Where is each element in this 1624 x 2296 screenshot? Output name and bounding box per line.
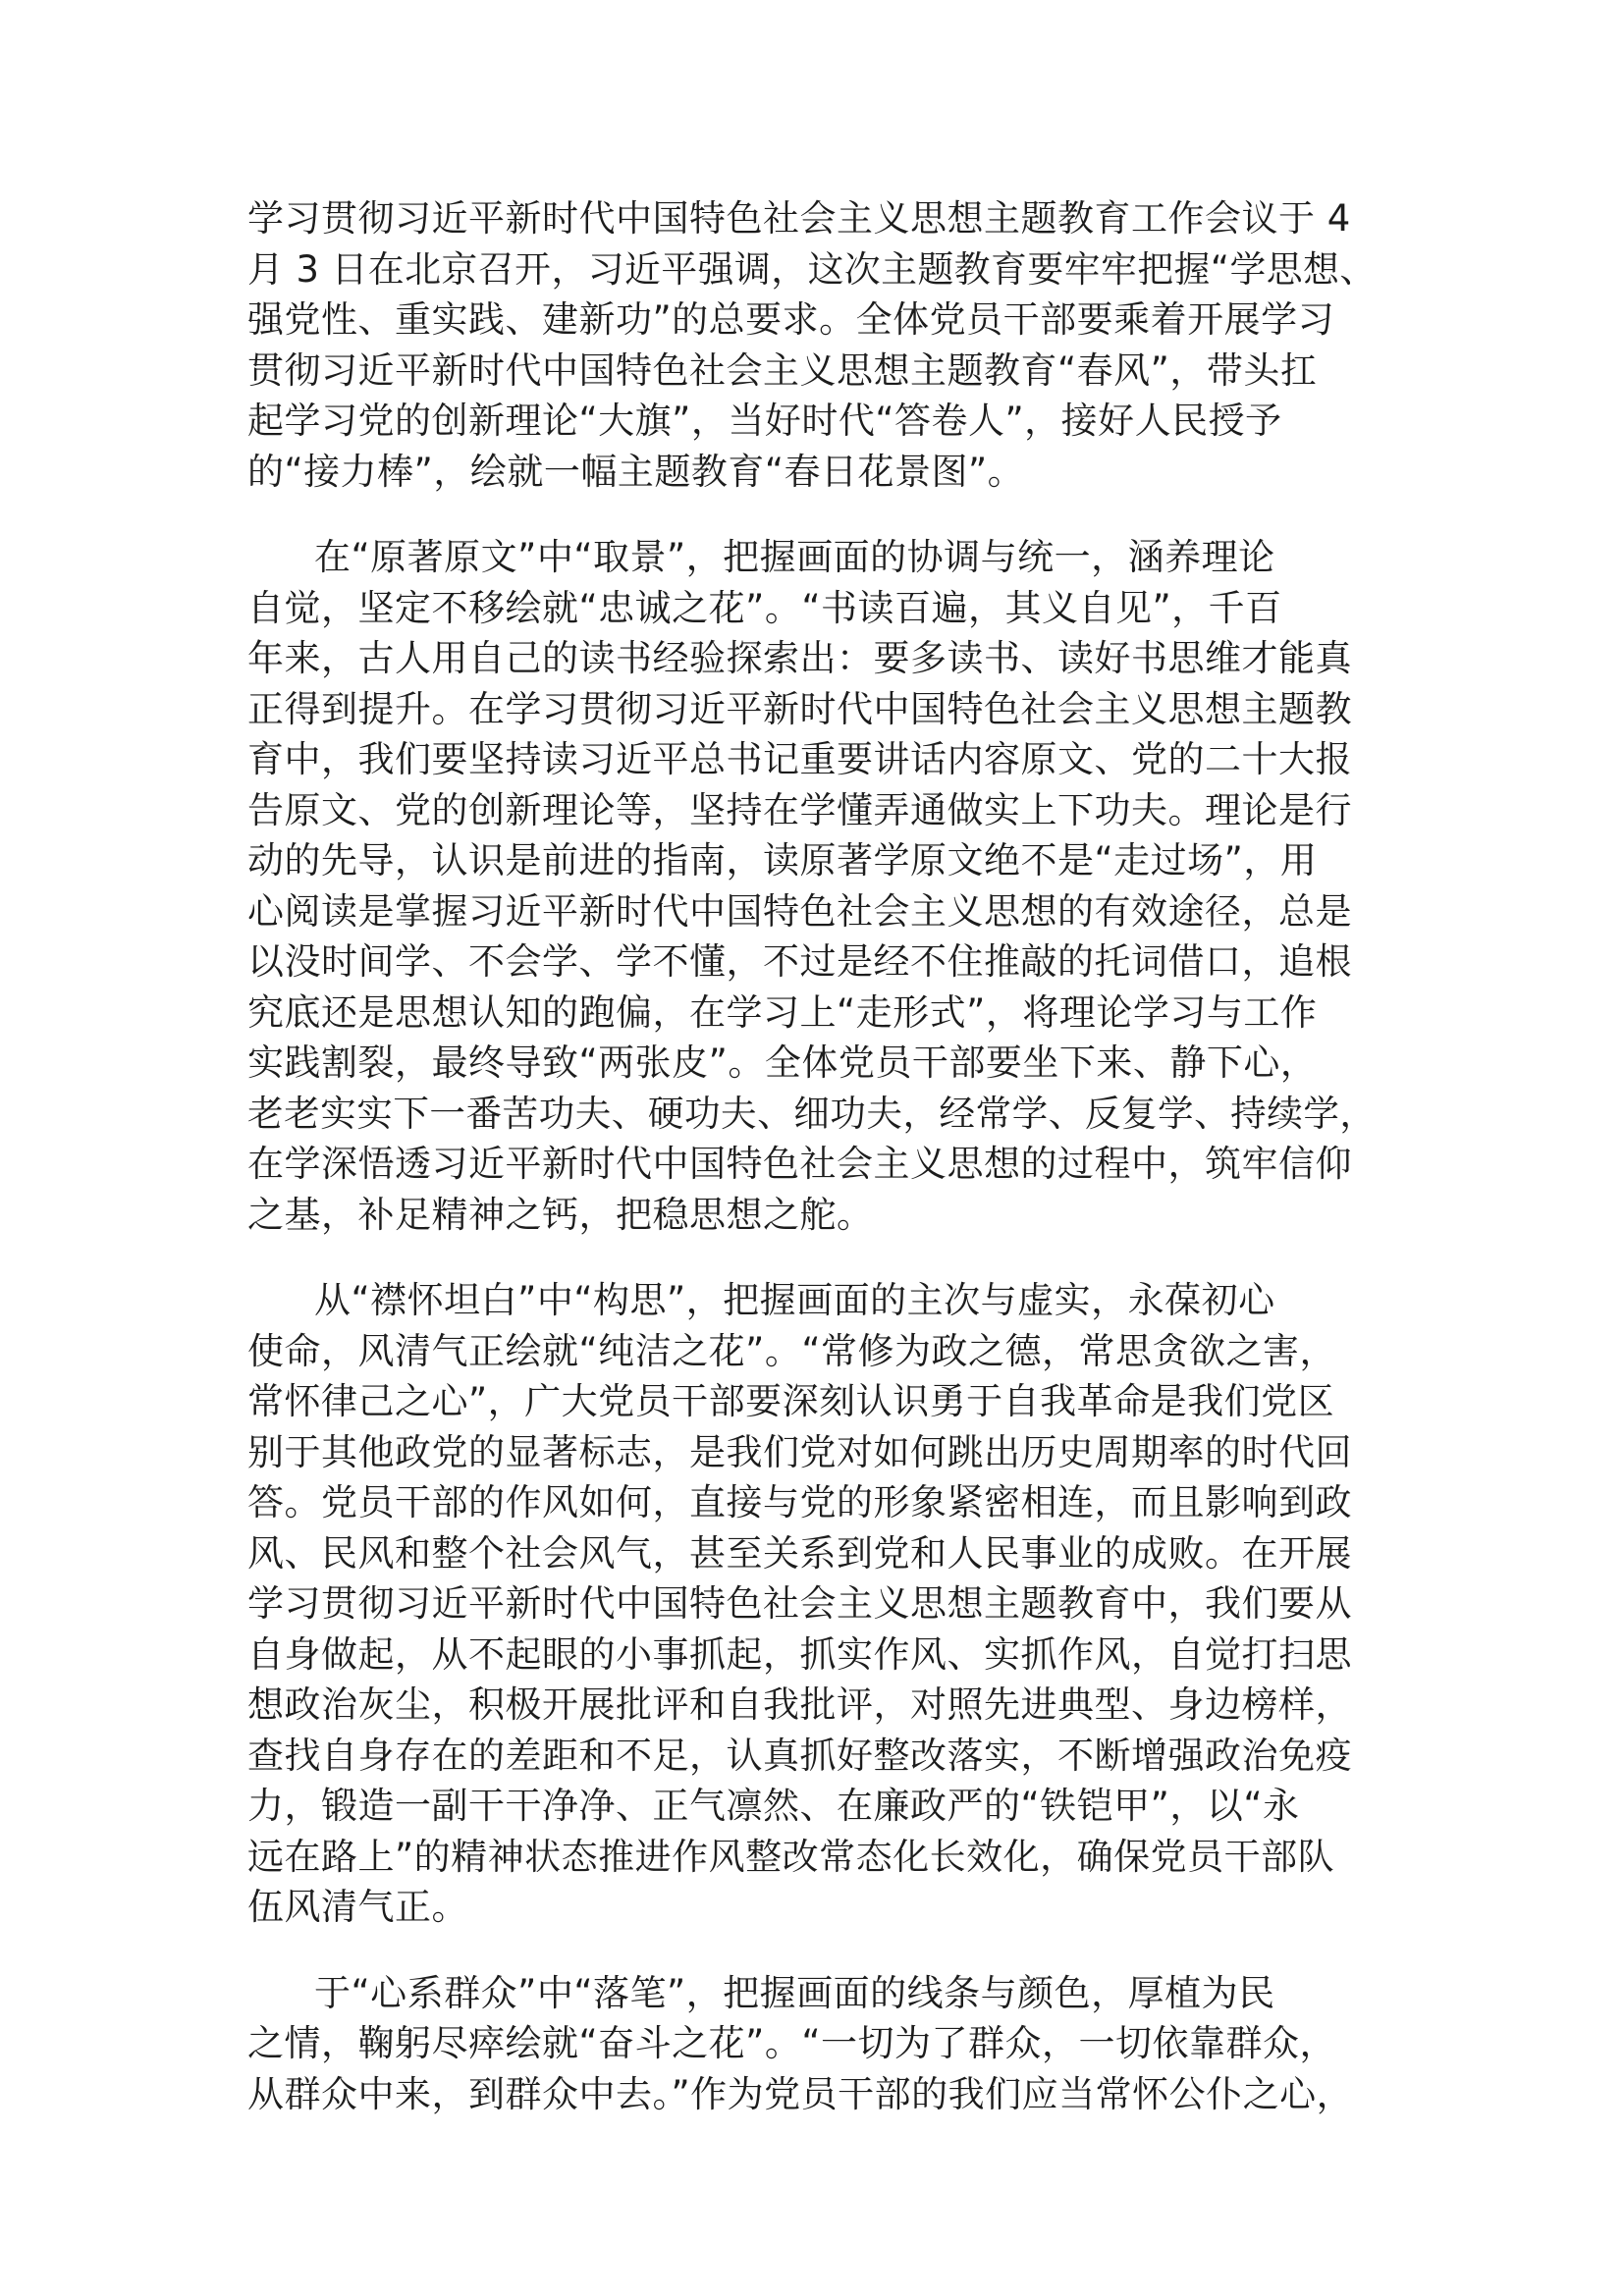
text-line: 之基，补足精神之钙，把稳思想之舵。 [247, 1193, 874, 1236]
text-line: 实践割裂，最终导致“两张皮”。全体党员干部要坐下来、静下心， [247, 1041, 1318, 1084]
text-line: 想政治灰尘，积极开展批评和自我批评，对照先进典型、身边榜样， [247, 1683, 1352, 1726]
text-line: 在学深悟透习近平新时代中国特色社会主义思想的过程中，筑牢信仰 [247, 1143, 1352, 1185]
text-line: 伍风清气正。 [247, 1886, 468, 1928]
text-line: 育中，我们要坚持读习近平总书记重要讲话内容原文、党的二十大报 [247, 738, 1352, 780]
text-line: 老老实实下一番苦功夫、硬功夫、细功夫，经常学、反复学、持续学， [247, 1092, 1377, 1135]
text-line: 之情，鞠躬尽瘁绘就“奋斗之花”。“一切为了群众，一切依靠群众， [247, 2022, 1337, 2064]
text-line: 在“原著原文”中“取景”，把握画面的协调与统一，涵养理论 [314, 536, 1275, 578]
text-line: 告原文、党的创新理论等，坚持在学懂弄通做实上下功夫。理论是行 [247, 788, 1352, 831]
text-line: 远在路上”的精神状态推进作风整改常态化长效化，确保党员干部队 [247, 1835, 1335, 1878]
text-line: 月 3 日在北京召开，习近平强调，这次主题教育要牢牢把握“学思想、 [247, 247, 1377, 291]
text-line: 查找自身存在的差距和不足，认真抓好整改落实，不断增强政治免疫 [247, 1734, 1352, 1777]
document-page [247, 193, 1377, 2155]
text-line: 年来，古人用自己的读书经验探索出：要多读书、读好书思维才能真 [247, 637, 1352, 679]
text-line: 强党性、重实践、建新功”的总要求。全体党员干部要乘着开展学习 [247, 298, 1335, 341]
text-line: 的“接力棒”，绘就一幅主题教育“春日花景图”。 [247, 450, 1025, 493]
text-line: 自身做起，从不起眼的小事抓起，抓实作风、实抓作风，自觉打扫思 [247, 1632, 1352, 1676]
text-line: 力，锻造一副干干净净、正气凛然、在廉政严的“铁铠甲”，以“永 [247, 1785, 1300, 1827]
text-line: 于“心系群众”中“落笔”，把握画面的线条与颜色，厚植为民 [314, 1971, 1275, 2014]
text-line: 以没时间学、不会学、学不懂，不过是经不住推敲的托词借口，追根 [247, 940, 1352, 983]
text-line: 学习贯彻习近平新时代中国特色社会主义思想主题教育中，我们要从 [247, 1582, 1352, 1625]
text-line: 起学习党的创新理论“大旗”，当好时代“答卷人”，接好人民授予 [247, 400, 1282, 442]
text-line: 别于其他政党的显著标志，是我们党对如何跳出历史周期率的时代回 [247, 1430, 1352, 1473]
text-line: 使命，风清气正绘就“纯洁之花”。“常修为政之德，常思贪欲之害， [247, 1329, 1337, 1372]
paragraph-intro [247, 193, 1377, 497]
text-line: 正得到提升。在学习贯彻习近平新时代中国特色社会主义思想主题教 [247, 687, 1352, 730]
text-line: 从“襟怀坦白”中“构思”，把握画面的主次与虚实，永葆初心 [314, 1279, 1275, 1321]
text-line: 动的先导，认识是前进的指南，读原著学原文绝不是“走过场”，用 [247, 839, 1318, 881]
paragraph-purity [247, 1275, 1377, 1933]
text-line: 答。党员干部的作风如何，直接与党的形象紧密相连，而且影响到政 [247, 1481, 1352, 1523]
text-line: 风、民风和整个社会风气，甚至关系到党和人民事业的成败。在开展 [247, 1531, 1352, 1575]
text-line: 自觉，坚定不移绘就“忠诚之花”。“书读百遍，其义自见”，千百 [247, 586, 1282, 629]
text-line: 常怀律己之心”，广大党员干部要深刻认识勇于自我革命是我们党区 [247, 1380, 1335, 1422]
text-line: 究底还是思想认知的跑偏，在学习上“走形式”，将理论学习与工作 [247, 990, 1318, 1034]
paragraph-loyalty [247, 532, 1377, 1240]
text-line: 贯彻习近平新时代中国特色社会主义思想主题教育“春风”，带头扛 [247, 348, 1318, 392]
text-line: 心阅读是掌握习近平新时代中国特色社会主义思想的有效途径，总是 [247, 889, 1352, 933]
text-line: 学习贯彻习近平新时代中国特色社会主义思想主题教育工作会议于 4 [247, 197, 1351, 240]
text-line: 从群众中来，到群众中去。”作为党员干部的我们应当常怀公仆之心， [247, 2072, 1354, 2115]
paragraph-masses [247, 1968, 1377, 2120]
